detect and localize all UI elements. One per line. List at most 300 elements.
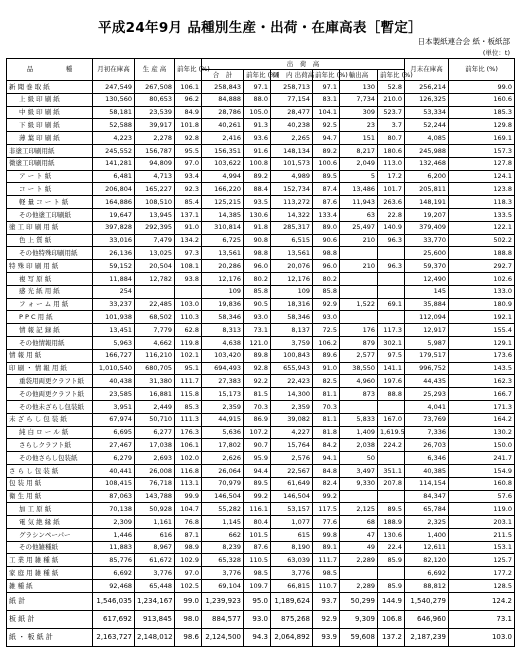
cell-value: 113.1 — [175, 477, 202, 490]
cell-value: 165,227 — [135, 183, 175, 196]
cell-value — [378, 490, 405, 503]
cell-value: 2,577 — [340, 349, 378, 362]
row-label: 情 報 用 紙 — [7, 349, 93, 362]
cell-value: 160.6 — [449, 93, 515, 106]
cell-value: 61,649 — [271, 477, 313, 490]
cell-value: 14,322 — [271, 208, 313, 221]
cell-value: 205,811 — [405, 183, 449, 196]
cell-value: 98.5 — [244, 567, 271, 580]
cell-value: 50 — [340, 452, 378, 465]
cell-value: 6,279 — [93, 452, 135, 465]
row-label: 下 級 印 刷 紙 — [7, 119, 93, 132]
cell-value: 615 — [271, 528, 313, 541]
table-row — [7, 157, 515, 170]
cell-value: 102.0 — [175, 452, 202, 465]
cell-value: 70.3 — [313, 400, 340, 413]
cell-value: 12,176 — [271, 272, 313, 285]
cell-value: 94.7 — [313, 132, 340, 145]
cell-value: 156,351 — [202, 144, 244, 157]
cell-value: 99.0 — [449, 81, 515, 94]
cell-value: 176.3 — [175, 426, 202, 439]
cell-value: 185.3 — [449, 106, 515, 119]
cell-value: 258,843 — [202, 81, 244, 94]
cell-value: 1,409 — [340, 426, 378, 439]
row-label: 微塗工印刷用紙 — [7, 157, 93, 170]
cell-value: 80,653 — [135, 93, 175, 106]
cell-value: 137.1 — [175, 208, 202, 221]
cell-value: 256,214 — [405, 81, 449, 94]
cell-value: 113.0 — [378, 157, 405, 170]
row-label: 未 ざ ら し 包 装 紙 — [7, 413, 93, 426]
cell-value: 2,125 — [340, 503, 378, 516]
cell-value: 91.6 — [244, 144, 271, 157]
cell-value: 152,734 — [271, 183, 313, 196]
cell-value: 188.9 — [378, 516, 405, 529]
cell-value: 65,784 — [405, 503, 449, 516]
cell-value: 81.5 — [244, 388, 271, 401]
cell-value — [340, 311, 378, 324]
cell-value: 59,608 — [340, 628, 378, 646]
table-row — [7, 170, 515, 183]
cell-value: 171.3 — [449, 400, 515, 413]
cell-value: 90.5 — [244, 298, 271, 311]
cell-value: 117.5 — [313, 503, 340, 516]
cell-value: 130.2 — [449, 426, 515, 439]
cell-value: 169.1 — [449, 132, 515, 145]
cell-value: 128.5 — [449, 580, 515, 593]
cell-value: 5,987 — [405, 336, 449, 349]
cell-value: 94.3 — [244, 628, 271, 646]
cell-value: 1,546,035 — [93, 592, 135, 610]
cell-value: 502.2 — [449, 234, 515, 247]
cell-value: 12,490 — [405, 272, 449, 285]
cell-value: 20,286 — [202, 260, 244, 273]
cell-value: 164.2 — [449, 413, 515, 426]
cell-value: 106.8 — [378, 610, 405, 628]
cell-value: 166,220 — [202, 183, 244, 196]
cell-value: 82,120 — [405, 554, 449, 567]
row-label: 重袋用両更クラフト紙 — [7, 375, 93, 388]
cell-value: 13,025 — [135, 247, 175, 260]
cell-value: 197.6 — [378, 375, 405, 388]
table-row — [7, 375, 515, 388]
row-label: さ ら し 包 装 紙 — [7, 464, 93, 477]
cell-value: 28,786 — [202, 106, 244, 119]
cell-value: 116.8 — [175, 464, 202, 477]
cell-value: 65,448 — [135, 580, 175, 593]
cell-value: 95.0 — [244, 592, 271, 610]
table-row — [7, 592, 515, 610]
cell-value: 94.1 — [313, 452, 340, 465]
cell-value: 19,836 — [202, 298, 244, 311]
row-label: 情 報 記 録 紙 — [7, 324, 93, 337]
cell-value: 89.0 — [313, 221, 340, 234]
cell-value: 117.3 — [378, 324, 405, 337]
cell-value: 164,886 — [93, 196, 135, 209]
cell-value: 3,776 — [271, 567, 313, 580]
cell-value: 160.8 — [449, 477, 515, 490]
cell-value: 167.0 — [378, 413, 405, 426]
cell-value: 124.2 — [449, 592, 515, 610]
cell-value: 94,809 — [135, 157, 175, 170]
table-row — [7, 311, 515, 324]
row-label: 複 写 原 紙 — [7, 272, 93, 285]
cell-value: 82.5 — [313, 375, 340, 388]
cell-value: 3,759 — [271, 336, 313, 349]
row-label: P P C 用 紙 — [7, 311, 93, 324]
cell-value: 33,237 — [93, 298, 135, 311]
cell-value: 88.4 — [244, 183, 271, 196]
cell-value: 873 — [340, 388, 378, 401]
cell-value: 77,154 — [271, 93, 313, 106]
cell-value: 2,049 — [340, 157, 378, 170]
row-label: その他特殊印刷用紙 — [7, 247, 93, 260]
cell-value: 101.7 — [378, 183, 405, 196]
header-end-inventory: 月末在庫高 — [405, 59, 449, 81]
cell-value — [378, 272, 405, 285]
cell-value: 19,647 — [93, 208, 135, 221]
table-row — [7, 93, 515, 106]
cell-value: 90.7 — [244, 439, 271, 452]
cell-value: 309 — [340, 106, 378, 119]
cell-value: 40,261 — [202, 119, 244, 132]
header-export: 輸出高 — [340, 70, 378, 81]
cell-value: 100.6 — [313, 157, 340, 170]
table-row — [7, 516, 515, 529]
cell-value: 879 — [340, 336, 378, 349]
cell-value: 66,815 — [271, 580, 313, 593]
cell-value: 23 — [340, 119, 378, 132]
table-row — [7, 400, 515, 413]
row-label: その他雑種紙 — [7, 541, 93, 554]
cell-value: 77.6 — [313, 516, 340, 529]
cell-value: 875,268 — [271, 610, 313, 628]
cell-value — [378, 311, 405, 324]
row-label: 工 業 用 雑 種 紙 — [7, 554, 93, 567]
cell-value: 103.0 — [449, 628, 515, 646]
cell-value: 12,917 — [405, 324, 449, 337]
cell-value: 84.8 — [313, 464, 340, 477]
cell-value: 1,234,167 — [135, 592, 175, 610]
cell-value: 31,380 — [135, 375, 175, 388]
cell-value: 92.3 — [175, 183, 202, 196]
cell-value: 111.7 — [175, 375, 202, 388]
cell-value: 106.1 — [175, 81, 202, 94]
cell-value: 3,497 — [340, 464, 378, 477]
cell-value — [340, 285, 378, 298]
cell-value: 89.2 — [313, 144, 340, 157]
cell-value: 87.4 — [313, 183, 340, 196]
row-label: 純 白 ロ ー ル 紙 — [7, 426, 93, 439]
cell-value: 132,468 — [405, 157, 449, 170]
cell-value: 12,782 — [135, 272, 175, 285]
cell-value: 2,148,012 — [135, 628, 175, 646]
table-row — [7, 362, 515, 375]
cell-value: 1,400 — [405, 528, 449, 541]
cell-value: 166,727 — [93, 349, 135, 362]
cell-value: 49 — [340, 541, 378, 554]
cell-value: 92.8 — [175, 132, 202, 145]
cell-value: 310,814 — [202, 221, 244, 234]
cell-value: 35,884 — [405, 298, 449, 311]
cell-value: 192.1 — [449, 311, 515, 324]
cell-value: 292.7 — [449, 260, 515, 273]
row-label: 加 工 原 紙 — [7, 503, 93, 516]
row-label: 感 光 紙 用 紙 — [7, 285, 93, 298]
row-label: 板 紙 計 — [7, 610, 93, 628]
header-export-yoy: 前年比 (%) — [378, 70, 405, 81]
cell-value: 137.2 — [378, 628, 405, 646]
cell-value: 101.8 — [175, 119, 202, 132]
cell-value: 616 — [135, 528, 175, 541]
cell-value: 397,828 — [93, 221, 135, 234]
cell-value: 73.1 — [449, 610, 515, 628]
table-row — [7, 628, 515, 646]
cell-value: 22.8 — [378, 208, 405, 221]
cell-value: 12,176 — [202, 272, 244, 285]
table-row — [7, 610, 515, 628]
cell-value — [378, 285, 405, 298]
cell-value: 4,713 — [135, 170, 175, 183]
cell-value: 33,770 — [405, 234, 449, 247]
cell-value: 95.9 — [244, 452, 271, 465]
cell-value: 96.3 — [378, 234, 405, 247]
cell-value: 73.1 — [244, 324, 271, 337]
cell-value: 100,843 — [271, 349, 313, 362]
cell-value: 103,622 — [202, 157, 244, 170]
cell-value: 122.1 — [449, 221, 515, 234]
header-hinshu: 品 種 — [7, 59, 93, 81]
cell-value: 188.8 — [449, 247, 515, 260]
cell-value: 109.7 — [244, 580, 271, 593]
cell-value: 267,508 — [135, 81, 175, 94]
cell-value: 110.3 — [175, 311, 202, 324]
cell-value: 91.3 — [244, 119, 271, 132]
cell-value: 126,325 — [405, 93, 449, 106]
cell-value: 88.8 — [378, 388, 405, 401]
row-label: 上 級 印 刷 紙 — [7, 93, 93, 106]
row-label: 紙 計 — [7, 592, 93, 610]
cell-value: 210 — [340, 234, 378, 247]
table-row — [7, 234, 515, 247]
cell-value: 4,638 — [202, 336, 244, 349]
cell-value: 180.9 — [449, 298, 515, 311]
cell-value: 26,064 — [202, 464, 244, 477]
header-production: 生 産 高 — [135, 59, 175, 81]
table-row — [7, 503, 515, 516]
cell-value: 145 — [405, 285, 449, 298]
cell-value: 99.2 — [313, 490, 340, 503]
cell-value: 13,561 — [202, 247, 244, 260]
cell-value: 884,577 — [202, 610, 244, 628]
cell-value: 179,517 — [405, 349, 449, 362]
cell-value: 104.1 — [313, 106, 340, 119]
row-label: 中 級 印 刷 紙 — [7, 106, 93, 119]
cell-value: 2,626 — [202, 452, 244, 465]
cell-value: 6,692 — [405, 567, 449, 580]
cell-value: 96.0 — [244, 260, 271, 273]
cell-value: 97.1 — [313, 81, 340, 94]
row-label: 雑 種 紙 — [7, 580, 93, 593]
cell-value: 156,787 — [135, 144, 175, 157]
cell-value: 292,395 — [135, 221, 175, 234]
cell-value: 4,085 — [405, 132, 449, 145]
cell-value: 99.8 — [313, 528, 340, 541]
table-row — [7, 580, 515, 593]
cell-value: 87,063 — [93, 490, 135, 503]
cell-value: 105.0 — [244, 106, 271, 119]
cell-value: 130.6 — [244, 208, 271, 221]
row-label: 塗 工 印 刷 用 紙 — [7, 221, 93, 234]
table-row — [7, 196, 515, 209]
cell-value: 97.0 — [175, 567, 202, 580]
cell-value: 2,187,239 — [405, 628, 449, 646]
cell-value: 88,812 — [405, 580, 449, 593]
cell-value: 13,561 — [271, 247, 313, 260]
table-row — [7, 452, 515, 465]
cell-value: 88.0 — [244, 93, 271, 106]
header-ship-total: 合 計 — [202, 70, 244, 81]
cell-value: 90.8 — [244, 234, 271, 247]
cell-value: 52,244 — [405, 119, 449, 132]
row-label: 薄 葉 印 刷 紙 — [7, 132, 93, 145]
row-label: 紙 ・ 板 紙 計 — [7, 628, 93, 646]
cell-value: 84,347 — [405, 490, 449, 503]
header-domestic-yoy: 前年比 (%) — [313, 70, 340, 81]
cell-value: 27,383 — [202, 375, 244, 388]
unit-label: (単位：t) — [482, 49, 510, 57]
cell-value: 7,734 — [340, 93, 378, 106]
cell-value: 1,010,540 — [93, 362, 135, 375]
cell-value: 2,265 — [271, 132, 313, 145]
cell-value: 113,272 — [271, 196, 313, 209]
cell-value: 99.2 — [244, 490, 271, 503]
cell-value: 9,309 — [340, 610, 378, 628]
cell-value: 1,077 — [271, 516, 313, 529]
cell-value: 6,695 — [93, 426, 135, 439]
cell-value: 133.0 — [449, 285, 515, 298]
cell-value: 302.1 — [378, 336, 405, 349]
cell-value: 4,223 — [93, 132, 135, 145]
cell-value: 523.7 — [378, 106, 405, 119]
cell-value: 91.8 — [244, 221, 271, 234]
cell-value — [340, 490, 378, 503]
cell-value: 62.8 — [175, 324, 202, 337]
row-label: ア ー ト 紙 — [7, 170, 93, 183]
cell-value: 80.2 — [244, 272, 271, 285]
table-row — [7, 426, 515, 439]
cell-value: 1,446 — [93, 528, 135, 541]
cell-value: 8,967 — [135, 541, 175, 554]
cell-value: 55,282 — [202, 503, 244, 516]
cell-value: 6,346 — [405, 452, 449, 465]
cell-value: 20,504 — [135, 260, 175, 273]
cell-value: 93.0 — [244, 311, 271, 324]
table-row — [7, 541, 515, 554]
cell-value: 151 — [340, 132, 378, 145]
cell-value: 81.8 — [313, 426, 340, 439]
cell-value: 89.2 — [244, 170, 271, 183]
cell-value: 68,502 — [135, 311, 175, 324]
cell-value: 93.5 — [244, 196, 271, 209]
cell-value: 109 — [202, 285, 244, 298]
cell-value: 63,039 — [271, 554, 313, 567]
cell-value: 85.9 — [378, 554, 405, 567]
cell-value: 39,082 — [271, 413, 313, 426]
header-start-inventory: 月初在庫高 — [93, 59, 135, 81]
cell-value: 89.5 — [244, 477, 271, 490]
header-production-yoy: 前年比 (%) — [175, 59, 202, 81]
cell-value: 87.1 — [175, 528, 202, 541]
table-row — [7, 490, 515, 503]
cell-value: 15,764 — [271, 439, 313, 452]
cell-value: 2,359 — [271, 400, 313, 413]
table-row — [7, 260, 515, 273]
cell-value: 6,725 — [202, 234, 244, 247]
cell-value: 15,173 — [202, 388, 244, 401]
cell-value: 108,415 — [93, 477, 135, 490]
cell-value — [340, 567, 378, 580]
cell-value: 89.8 — [244, 349, 271, 362]
table-row — [7, 413, 515, 426]
cell-value: 47 — [340, 528, 378, 541]
cell-value: 89.5 — [378, 503, 405, 516]
cell-value: 8,217 — [340, 144, 378, 157]
table-row — [7, 272, 515, 285]
cell-value: 2,124,500 — [202, 628, 244, 646]
cell-value: 99.9 — [175, 490, 202, 503]
table-row — [7, 554, 515, 567]
row-label: さらしクラフト紙 — [7, 439, 93, 452]
cell-value: 100.8 — [244, 157, 271, 170]
cell-value: 4,994 — [202, 170, 244, 183]
cell-value: 116,210 — [135, 349, 175, 362]
cell-value: 6,515 — [271, 234, 313, 247]
cell-value: 25,293 — [405, 388, 449, 401]
cell-value: 59,152 — [93, 260, 135, 273]
cell-value: 3,776 — [135, 567, 175, 580]
cell-value: 99.0 — [175, 592, 202, 610]
table-row — [7, 144, 515, 157]
cell-value: 121.0 — [244, 336, 271, 349]
cell-value: 92.9 — [313, 298, 340, 311]
cell-value: 104.7 — [175, 503, 202, 516]
cell-value: 70,979 — [202, 477, 244, 490]
row-label: 衛 生 用 紙 — [7, 490, 93, 503]
cell-value — [135, 285, 175, 298]
cell-value: 26,008 — [135, 464, 175, 477]
cell-value: 210.0 — [378, 93, 405, 106]
cell-value: 67,974 — [93, 413, 135, 426]
cell-value — [175, 285, 202, 298]
cell-value — [340, 247, 378, 260]
cell-value: 40,385 — [405, 464, 449, 477]
cell-value: 11,883 — [93, 541, 135, 554]
table-row — [7, 183, 515, 196]
cell-value: 1,145 — [202, 516, 244, 529]
cell-value: 110.5 — [244, 554, 271, 567]
cell-value — [340, 272, 378, 285]
cell-value: 662 — [202, 528, 244, 541]
header-inventory-yoy: 前年比 (%) — [449, 59, 515, 81]
cell-value: 5,833 — [340, 413, 378, 426]
table-row — [7, 388, 515, 401]
cell-value: 211.5 — [449, 528, 515, 541]
cell-value: 38,550 — [340, 362, 378, 375]
table-row — [7, 81, 515, 94]
cell-value: 148,191 — [405, 196, 449, 209]
cell-value: 93.9 — [313, 628, 340, 646]
